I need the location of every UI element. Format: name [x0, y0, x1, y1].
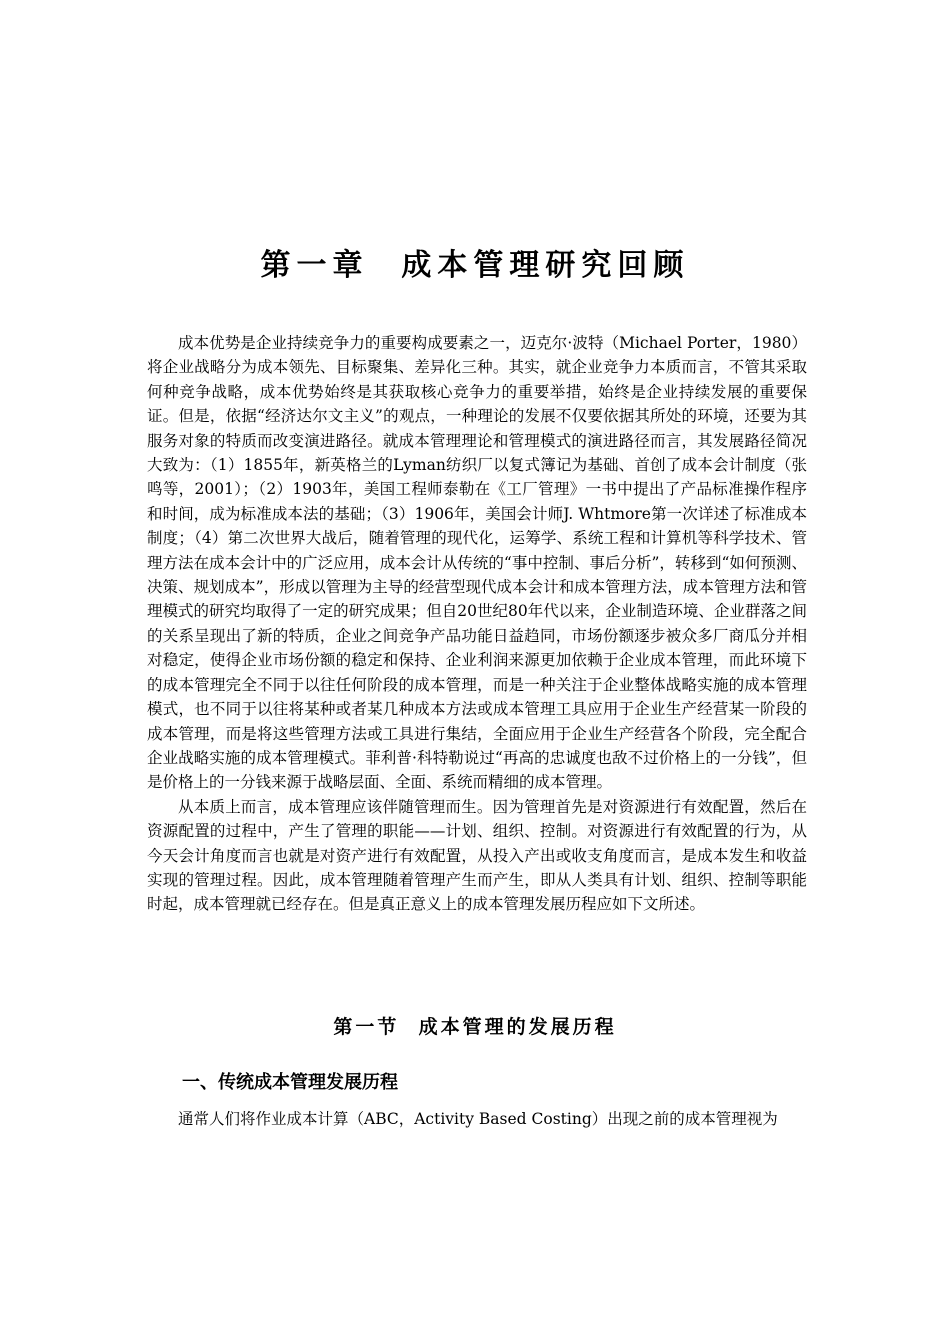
chapter-body — [147, 331, 807, 917]
subsection-title: 一、传统成本管理发展历程 — [182, 1072, 398, 1093]
subsection-body — [147, 1107, 807, 1131]
paragraph-1: 成本优势是企业持续竞争力的重要构成要素之一，迈克尔·波特（Michael Porter，1980）将企业战略分为成本领先、目标聚集、差异化三种。其实，就企业竞争力本质而言，不管其采取何种竞争战略，成本优势始终是其获取核心竞争力的重要举措，始终是企业持续发展的重要保证。但是，依据“经济达尔文主义”的观点，一种理论的发展不仅要依据其所处的环境，还要为其服务对象的特质而改变演进路径。就成本管理理论和管理模式的演进路径而言，其发展路径简况大致为：（1）1855年，新英格兰的Lyman纺织厂以复式簿记为基础、首创了成本会计制度（张鸣等，2001）；（2）1903年，美国工程师泰勒在《工厂管理》一书中提出了产品标准操作程序和时间，成为标准成本法的基础；（3）1906年，美国会计师J. Whtmore第一次详述了标准成本制度；（4）第二次世界大战后，随着管理的现代化，运筹学、系统工程和计算机等科学技术、管理方法在成本会计中的广泛应用，成本会计从传统的“事中控制、事后分析”，转移到“如何预测、决策、规划成本”，形成以管理为主导的经营型现代成本会计和成本管理方法，成本管理方法和管理模式的研究均取得了一定的研究成果；但自20世纪80年代以来，企业制造环境、企业群落之间的关系呈现出了新的特质，企业之间竞争产品功能日益趋同，市场份额逐步被众多厂商瓜分并相对稳定，使得企业市场份额的稳定和保持、企业利润来源更加依赖于企业成本管理，而此环境下的成本管理完全不同于以往任何阶段的成本管理，而是一种关注于企业整体战略实施的成本管理模式，也不同于以往将某种或者某几种成本方法或成本管理工具应用于企业生产经营某一阶段的成本管理，而是将这些管理方法或工具进行集结，全面应用于企业生产经营各个阶段，完全配合企业战略实施的成本管理模式。菲利普·科特勒说过“再高的忠诚度也敌不过价格上的一分钱”，但是价格上的一分钱来源于战略层面、全面、系统而精细的成本管理。 — [147, 334, 807, 792]
paragraph-2: 从本质上而言，成本管理应该伴随管理而生。因为管理首先是对资源进行有效配置，然后在资源配置的过程中，产生了管理的职能——计划、组织、控制。对资源进行有效配置的行为，从今天会计角度而言也就是对资产进行有效配置，从投入产出或收支角度而言，是成本发生和收益实现的管理过程。因此，成本管理随着管理产生而产生，即从人类具有计划、组织、控制等职能时起，成本管理就已经存在。但是真正意义上的成本管理发展历程应如下文所述。 — [147, 797, 807, 914]
section-title: 第一节 成本管理的发展历程 — [333, 1016, 617, 1038]
chapter-title: 第一章 成本管理研究回顾 — [260, 248, 690, 283]
paragraph-3: 通常人们将作业成本计算（ABC，Activity Based Costing）出现之前的成本管理视为 — [178, 1110, 778, 1128]
